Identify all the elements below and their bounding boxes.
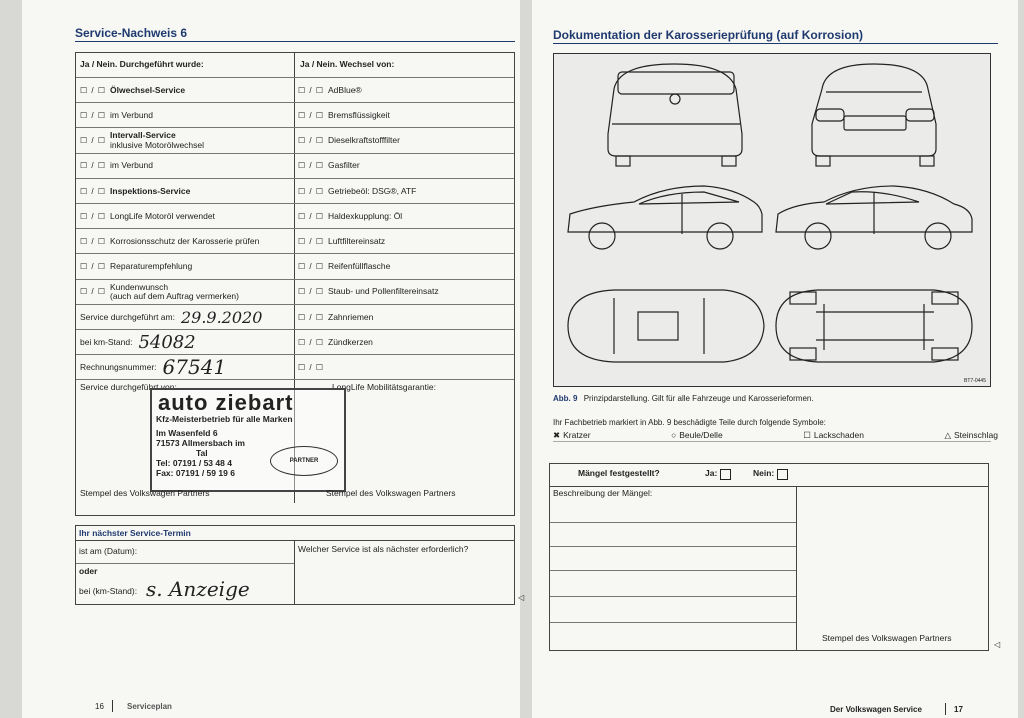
stamp-name: auto ziebart xyxy=(158,390,294,416)
service-date-label: Service durchgeführt am: xyxy=(80,311,175,322)
service-table xyxy=(75,52,515,516)
yes-no-checkbox[interactable]: ☐ / ☐ xyxy=(80,85,107,95)
next-service-question: Welcher Service ist als nächster erforderlich? xyxy=(298,544,469,555)
table-row xyxy=(294,279,514,304)
caption-text: Prinzipdarstellung. Gilt für alle Fahrzeuge und Karosserieformen. xyxy=(583,394,814,403)
row-label: Reparaturempfehlung xyxy=(110,261,193,272)
figure-code: BT7-0445 xyxy=(964,378,986,384)
row-label: Bremsflüssigkeit xyxy=(328,110,390,121)
footer-page-number: 17 xyxy=(954,705,963,714)
row-label: Zündkerzen xyxy=(328,336,373,347)
title-rule xyxy=(75,41,515,42)
page-marker-icon: ◁ xyxy=(518,593,525,602)
table-row xyxy=(76,203,294,228)
next-km-value[interactable]: s. Anzeige xyxy=(146,577,250,602)
footer-page-number: 16 xyxy=(95,702,104,711)
stamp-subtitle: Kfz-Meisterbetrieb für alle Marken xyxy=(156,414,293,425)
left-page xyxy=(22,0,525,718)
longlife-label: LongLife Mobilitätsgarantie: xyxy=(332,381,436,392)
symbol-icon: ☐ xyxy=(803,430,811,440)
row-label: Intervall-Service xyxy=(110,130,176,141)
car-outlines xyxy=(554,54,990,386)
km-reading-label: bei km-Stand: xyxy=(80,336,133,347)
row-label: Zahnriemen xyxy=(328,311,374,322)
km-reading-row xyxy=(76,329,294,354)
yes-no-checkbox[interactable]: ☐ / ☐ xyxy=(80,211,107,221)
row-sublabel: inklusive Motorölwechsel xyxy=(110,139,205,150)
page-title: Service-Nachweis 6 xyxy=(75,26,188,40)
yes-no-checkbox[interactable]: ☐ / ☐ xyxy=(298,136,325,146)
stamp-street: Im Wasenfeld 6 xyxy=(156,428,218,439)
title-rule xyxy=(553,43,998,44)
table-row xyxy=(294,354,514,379)
stamp-city: 71573 Allmersbach im xyxy=(156,438,245,449)
yes-no-checkbox[interactable]: ☐ / ☐ xyxy=(80,136,107,146)
row-label: Getriebeöl: DSG®, ATF xyxy=(328,185,417,196)
row-sublabel: (auch auf dem Auftrag vermerken) xyxy=(110,291,239,302)
symbol-label: Beule/Delle xyxy=(679,430,723,440)
stamp-fax: Fax: 07191 / 59 19 6 xyxy=(156,468,235,479)
row-label: Kundenwunsch xyxy=(110,281,169,292)
description-line[interactable] xyxy=(550,596,796,597)
row-label: Inspektions-Service xyxy=(110,185,191,196)
right-column-header: Ja / Nein. Wechsel von: xyxy=(300,59,395,70)
defects-label: Mängel festgestellt? xyxy=(578,468,660,479)
caption-number: Abb. 9 xyxy=(553,394,578,403)
next-service-box xyxy=(75,525,515,605)
right-page xyxy=(532,0,1018,718)
yes-no-checkbox[interactable]: ☐ / ☐ xyxy=(80,186,107,196)
service-date-value[interactable]: 29.9.2020 xyxy=(180,307,263,327)
symbol-legend-item xyxy=(553,430,591,441)
row-label: Ölwechsel-Service xyxy=(110,84,186,95)
invoice-number-row xyxy=(76,354,294,379)
page-marker-icon: ◁ xyxy=(994,640,1001,649)
description-line[interactable] xyxy=(550,522,796,523)
next-km-label: bei (km-Stand): xyxy=(79,586,138,597)
symbol-label: Steinschlag xyxy=(954,430,998,440)
yes-no-checkbox[interactable]: ☐ / ☐ xyxy=(298,312,325,322)
yes-no-checkbox[interactable]: ☐ / ☐ xyxy=(298,337,325,347)
next-or-label: oder xyxy=(79,566,98,577)
symbol-icon: △ xyxy=(944,430,952,440)
yes-no-checkbox[interactable]: ☐ / ☐ xyxy=(298,111,325,121)
table-row xyxy=(294,77,514,102)
table-row xyxy=(294,228,514,253)
yes-no-checkbox[interactable]: ☐ / ☐ xyxy=(80,287,107,297)
table-row xyxy=(76,253,294,278)
row-label: AdBlue® xyxy=(328,84,362,95)
symbol-legend-item xyxy=(671,430,723,441)
row-label: LongLife Motoröl verwendet xyxy=(110,210,215,221)
row-label: im Verbund xyxy=(110,110,154,121)
yes-no-checkbox[interactable]: ☐ / ☐ xyxy=(298,85,325,95)
left-column-header: Ja / Nein. Durchgeführt wurde: xyxy=(80,59,204,70)
footer-section: Serviceplan xyxy=(127,702,172,711)
row-label: Reifenfüllflasche xyxy=(328,261,391,272)
dealer-stamp xyxy=(150,388,346,492)
table-row xyxy=(294,203,514,228)
service-by-label: Service durchgeführt von: xyxy=(80,381,177,392)
stamp-caption: Stempel des Volkswagen Partners xyxy=(822,633,952,644)
description-line[interactable] xyxy=(550,570,796,571)
yes-no-checkbox[interactable]: ☐ / ☐ xyxy=(298,211,325,221)
description-label: Beschreibung der Mängel: xyxy=(553,488,653,499)
description-line[interactable] xyxy=(550,546,796,547)
stamp-row xyxy=(76,379,514,503)
symbol-legend-item xyxy=(944,430,998,441)
yes-no-checkbox[interactable]: ☐ / ☐ xyxy=(298,186,325,196)
yes-no-checkbox[interactable]: ☐ / ☐ xyxy=(298,363,325,373)
yes-no-checkbox[interactable]: ☐ / ☐ xyxy=(298,287,325,297)
defects-table xyxy=(549,463,989,651)
nein-checkbox[interactable] xyxy=(777,469,788,480)
symbol-legend-item xyxy=(803,430,864,441)
yes-no-checkbox[interactable]: ☐ / ☐ xyxy=(298,237,325,247)
next-date-label: ist am (Datum): xyxy=(79,546,138,557)
row-label: Luftfiltereinsatz xyxy=(328,236,386,247)
symbol-icon: ✖ xyxy=(553,430,561,440)
table-row xyxy=(76,279,294,304)
footer-section: Der Volkswagen Service xyxy=(830,705,922,714)
table-row xyxy=(76,178,294,203)
yes-no-checkbox[interactable]: ☐ / ☐ xyxy=(80,262,107,272)
symbol-icon: ○ xyxy=(671,430,677,440)
row-label: im Verbund xyxy=(110,160,154,171)
instruction-text: Ihr Fachbetrieb markiert in Abb. 9 beschädigte Teile durch folgende Symbole: xyxy=(553,418,826,427)
row-label: Staub- und Pollenfiltereinsatz xyxy=(328,286,439,297)
table-row xyxy=(76,228,294,253)
table-row xyxy=(294,127,514,152)
yes-no-checkbox[interactable]: ☐ / ☐ xyxy=(80,237,107,247)
km-reading-value[interactable]: 54082 xyxy=(138,331,196,353)
table-row xyxy=(294,253,514,278)
row-label: Korrosionsschutz der Karosserie prüfen xyxy=(110,236,260,247)
table-row xyxy=(294,304,514,329)
stamp-city2: Tal xyxy=(196,448,208,459)
table-row xyxy=(294,153,514,178)
partner-badge-icon: PARTNER xyxy=(270,446,338,476)
page-title: Dokumentation der Karosserieprüfung (auf Korrosion) xyxy=(553,28,864,42)
table-row xyxy=(76,102,294,127)
yes-no-checkbox[interactable]: ☐ / ☐ xyxy=(298,161,325,171)
yes-no-checkbox[interactable]: ☐ / ☐ xyxy=(298,262,325,272)
table-row xyxy=(294,178,514,203)
table-row xyxy=(76,127,294,152)
ja-checkbox[interactable] xyxy=(720,469,731,480)
row-label: Dieselkraftstofffilter xyxy=(328,135,400,146)
symbol-label: Lackschaden xyxy=(813,430,864,440)
table-row xyxy=(76,153,294,178)
nein-label: Nein: xyxy=(753,468,775,479)
yes-no-checkbox[interactable]: ☐ / ☐ xyxy=(80,111,107,121)
symbol-label: Kratzer xyxy=(563,430,591,440)
stamp-caption: Stempel des Volkswagen Partners xyxy=(80,488,210,499)
stamp-tel: Tel: 07191 / 53 48 4 xyxy=(156,458,232,469)
car-diagram xyxy=(553,53,991,387)
table-row xyxy=(294,329,514,354)
ja-label: Ja: xyxy=(705,468,718,479)
row-label: Gasfilter xyxy=(328,160,360,171)
row-label: Haldexkupplung: Öl xyxy=(328,210,403,221)
invoice-number-label: Rechnungsnummer: xyxy=(80,362,157,373)
table-row xyxy=(294,102,514,127)
invoice-number-value[interactable]: 67541 xyxy=(162,355,227,380)
yes-no-checkbox[interactable]: ☐ / ☐ xyxy=(80,161,107,171)
symbol-legend xyxy=(553,430,998,441)
next-service-title: Ihr nächster Service-Termin xyxy=(79,527,191,538)
service-date-row xyxy=(76,304,294,329)
stamp-caption: Stempel des Volkswagen Partners xyxy=(326,488,456,499)
table-row xyxy=(76,77,294,102)
description-line[interactable] xyxy=(550,622,796,623)
